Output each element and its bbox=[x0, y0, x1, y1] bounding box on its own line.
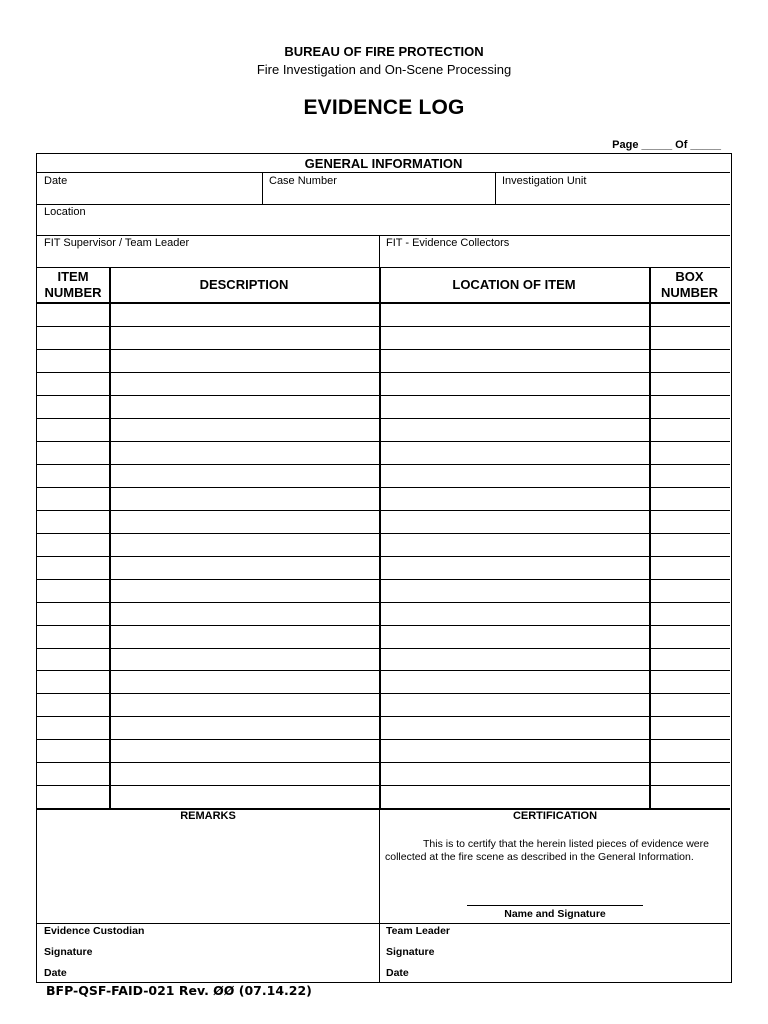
supervisor-label: FIT Supervisor / Team Leader bbox=[44, 237, 190, 249]
table-row-line bbox=[37, 418, 730, 419]
agency-name: BUREAU OF FIRE PROTECTION bbox=[284, 44, 484, 59]
evidence-custodian-label: Evidence Custodian bbox=[44, 925, 145, 937]
divider bbox=[37, 235, 730, 236]
team-leader-date-label: Date bbox=[386, 967, 409, 979]
divider bbox=[37, 267, 730, 268]
column-divider bbox=[109, 267, 111, 809]
description-header: DESCRIPTION bbox=[199, 277, 289, 292]
table-row-line bbox=[37, 716, 730, 717]
signature-caption: Name and Signature bbox=[504, 908, 606, 920]
table-row-line bbox=[37, 464, 730, 465]
page-number-line: Page _____ Of _____ bbox=[612, 139, 721, 151]
table-row-line bbox=[37, 441, 730, 442]
location-of-item-header: LOCATION OF ITEM bbox=[452, 277, 576, 292]
table-row-line bbox=[37, 556, 730, 557]
date-label: Date bbox=[44, 175, 68, 187]
case-number-label: Case Number bbox=[269, 175, 337, 187]
table-row-line bbox=[37, 533, 730, 534]
table-row-line bbox=[37, 487, 730, 488]
table-row-line bbox=[37, 579, 730, 580]
table-row-line bbox=[37, 785, 730, 786]
table-row-line bbox=[37, 372, 730, 373]
location-label: Location bbox=[44, 206, 86, 218]
evidence-log-form bbox=[36, 153, 732, 983]
divider bbox=[37, 302, 730, 304]
general-info-heading: GENERAL INFORMATION bbox=[304, 156, 463, 171]
custodian-signature-label: Signature bbox=[44, 946, 93, 958]
form-code: BFP-QSF-FAID-021 Rev. ØØ (07.14.22) bbox=[46, 983, 312, 998]
divider bbox=[262, 172, 263, 204]
team-leader-label: Team Leader bbox=[386, 925, 450, 937]
table-row-line bbox=[37, 349, 730, 350]
divider bbox=[37, 204, 730, 205]
divider bbox=[495, 172, 496, 204]
item-number-header: ITEM NUMBER bbox=[44, 269, 102, 300]
subagency-name: Fire Investigation and On-Scene Processing bbox=[256, 62, 512, 77]
table-row-line bbox=[37, 693, 730, 694]
box-number-header: BOX NUMBER bbox=[660, 269, 719, 300]
certification-text: This is to certify that the herein listed pieces of evidence were collected at the fire scene as described in the General Information. bbox=[385, 838, 709, 863]
table-row-line bbox=[37, 762, 730, 763]
divider bbox=[37, 172, 730, 173]
table-row-line bbox=[37, 648, 730, 649]
team-leader-signature-label: Signature bbox=[386, 946, 435, 958]
divider bbox=[379, 809, 380, 982]
table-row-line bbox=[37, 326, 730, 327]
custodian-date-label: Date bbox=[44, 967, 67, 979]
remarks-heading: REMARKS bbox=[180, 810, 236, 822]
certification-heading: CERTIFICATION bbox=[512, 810, 598, 822]
column-divider bbox=[379, 267, 381, 809]
table-row-line bbox=[37, 625, 730, 626]
investigation-unit-label: Investigation Unit bbox=[502, 175, 587, 187]
divider bbox=[37, 923, 730, 924]
signature-line bbox=[467, 905, 643, 906]
table-row-line bbox=[37, 739, 730, 740]
table-row-line bbox=[37, 670, 730, 671]
document-title: EVIDENCE LOG bbox=[303, 96, 465, 119]
table-row-line bbox=[37, 510, 730, 511]
collectors-label: FIT - Evidence Collectors bbox=[386, 237, 510, 249]
column-divider bbox=[649, 267, 651, 809]
table-row-line bbox=[37, 602, 730, 603]
table-row-line bbox=[37, 395, 730, 396]
divider bbox=[379, 235, 380, 267]
